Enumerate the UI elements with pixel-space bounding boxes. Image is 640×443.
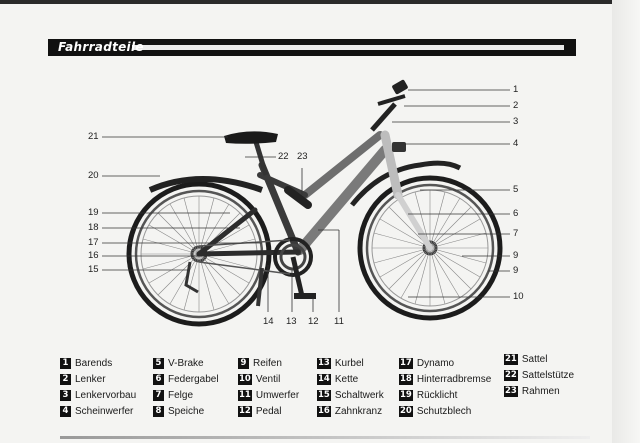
callout-12: 12 [308,316,319,327]
legend-label: Rahmen [521,386,560,397]
callout-9a: 9 [513,250,519,261]
callout-22: 22 [278,151,289,162]
legend-label: Pedal [255,406,282,417]
handlebar [378,96,405,104]
legend-number-badge: 18 [400,374,412,384]
legend-label: Speiche [168,406,205,417]
legend-item [399,404,491,419]
legend-label: Kette [334,374,359,385]
headlight [392,142,406,152]
legend-item [317,404,384,419]
legend-label: Schutzblech [416,406,472,417]
callout-5: 5 [513,184,519,195]
legend-number-badge: 15 [318,390,330,400]
callout-17: 17 [88,237,99,248]
callout-23: 23 [297,151,308,162]
callout-7: 7 [513,228,519,239]
legend-label: Hinterradbremse [416,374,492,385]
saddle [224,131,278,143]
legend-label: Kurbel [334,358,364,369]
callout-9b: 9 [513,265,519,276]
legend-item [238,404,299,419]
legend-number-badge: 13 [318,358,330,368]
callout-4: 4 [513,138,519,149]
callout-21: 21 [88,131,99,142]
legend-item [399,388,491,403]
legend-label: Sattelstütze [521,370,575,381]
legend-item [60,372,136,387]
legend-number-badge: 12 [239,406,251,416]
legend-item [238,356,299,371]
legend-label: Barends [75,358,113,369]
legend-number-badge: 5 [153,358,164,369]
legend-column-3 [238,356,299,420]
legend-number-badge: 9 [238,358,249,369]
callout-18: 18 [88,222,99,233]
legend-item [317,372,384,387]
legend-number-badge: 20 [400,406,412,416]
legend-column-6 [504,352,574,400]
legend-number-badge: 14 [318,374,330,384]
legend-label: Dynamo [416,358,455,369]
callout-20: 20 [88,170,99,181]
legend-column-1 [60,356,136,420]
legend-item [317,356,384,371]
legend-column-2 [153,356,219,420]
callout-15: 15 [88,264,99,275]
legend-item [504,368,574,383]
legend-item [60,404,136,419]
legend-label: Ventil [255,374,281,385]
legend-item [60,356,136,371]
legend-item [153,404,219,419]
legend-number-badge: 3 [60,390,71,401]
legend-number-badge: 19 [400,390,412,400]
legend-number-badge: 8 [153,406,164,417]
legend-number-badge: 16 [318,406,330,416]
legend-number-badge: 6 [153,374,164,385]
legend-number-badge: 22 [505,370,517,380]
callout-10: 10 [513,291,524,302]
legend-label: Felge [168,390,194,401]
legend-item [504,384,574,399]
legend-label: Rücklicht [416,390,458,401]
legend-number-badge: 21 [505,354,517,364]
legend-label: Zahnkranz [334,406,383,417]
legend-number-badge: 10 [239,374,251,384]
legend-item [153,372,219,387]
stem [372,104,395,130]
callout-2: 2 [513,100,519,111]
legend-item [504,352,574,367]
callout-11: 11 [334,316,344,327]
legend-number-badge: 1 [60,358,71,369]
legend-label: Schaltwerk [334,390,384,401]
legend-item [399,356,491,371]
bottom-rule [60,436,590,439]
callout-14: 14 [263,316,274,327]
callout-1: 1 [513,84,519,95]
legend-item [60,388,136,403]
callout-16: 16 [88,250,99,261]
barends [391,79,408,95]
callout-6: 6 [513,208,519,219]
legend-column-4 [317,356,384,420]
legend-label: Sattel [521,354,548,365]
callout-13: 13 [286,316,297,327]
legend-number-badge: 17 [400,358,412,368]
legend-number-badge: 2 [60,374,71,385]
legend-number-badge: 23 [505,386,517,396]
legend-label: Umwerfer [255,390,300,401]
legend-number-badge: 11 [239,390,251,400]
legend-label: Federgabel [168,374,219,385]
legend-label: V-Brake [168,358,204,369]
legend-item [153,356,219,371]
legend-item [399,372,491,387]
legend-label: Lenker [75,374,106,385]
legend-label: Scheinwerfer [75,406,134,417]
legend-number-badge: 4 [60,406,71,417]
section-title: Fahrradteile [58,40,144,54]
legend-label: Lenkervorbau [75,390,137,401]
legend-item [317,388,384,403]
legend-label: Reifen [253,358,282,369]
legend-item [238,388,299,403]
callout-19: 19 [88,207,99,218]
legend-item [153,388,219,403]
legend-column-5 [399,356,491,420]
callout-3: 3 [513,116,519,127]
legend-item [238,372,299,387]
legend-number-badge: 7 [153,390,164,401]
